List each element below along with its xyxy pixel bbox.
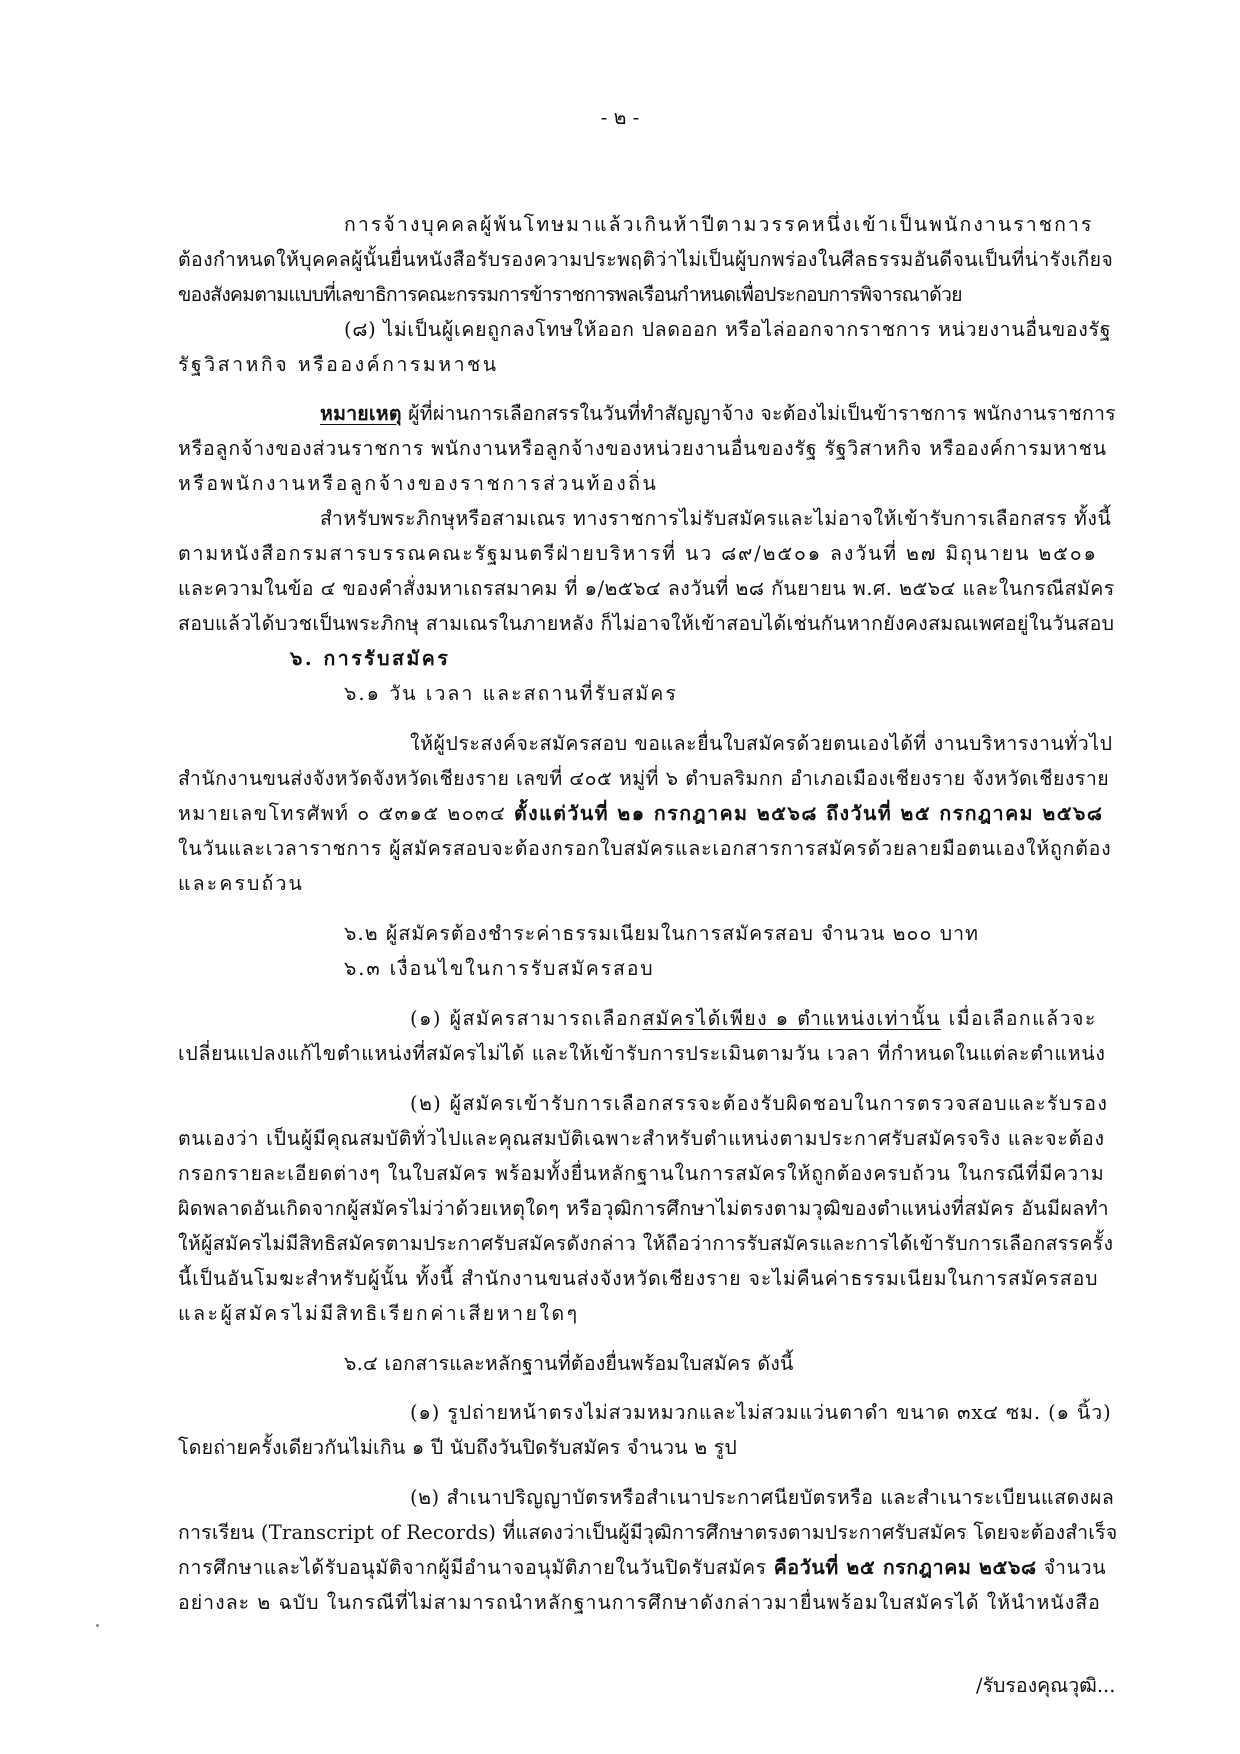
text-segment: หมายเลขโทรศัพท์ ๐ ๕๓๑๕ ๒๐๓๔ [178,802,514,825]
text-segment: ๖.๑ วัน เวลา และสถานที่รับสมัคร [344,682,678,705]
text-line [410,734,1113,754]
text-segment: (๑) ผู้สมัครสามารถเลือก [410,1007,643,1030]
text-segment: รัฐวิสาหกิจ หรือองค์การมหาชน [178,353,499,376]
text-segment: สอบแล้วได้บวชเป็นพระภิกษุ สามเณรในภายหลัง ก็ไม่อาจให้เข้าสอบได้เช่นกันหากยังคงสมณเพศอยู่ในวันสอบ [178,612,1115,635]
text-segment: (๘) ไม่เป็นผู้เคยถูกลงโทษให้ออก ปลดออก หรือไล่ออกจากราชการ หน่วยงานอื่นของรัฐ [344,318,1112,341]
text-segment: ในวันและเวลาราชการ ผู้สมัครสอบจะต้องกรอกใบสมัครและเอกสารการสมัครด้วยลายมือตนเองให้ถูกต้อง [178,837,1112,860]
text-line [178,544,1098,564]
text-segment: ผิดพลาดอันเกิดจากผู้สมัครไม่ว่าด้วยเหตุใดๆ หรือวุฒิการศึกษาไม่ตรงตามวุฒิของตำแหน่งที่สมัคร อันมีผลทำ [178,1197,1109,1220]
text-line [178,250,1113,270]
text-segment: สำนักงานขนส่งจังหวัดจังหวัดเชียงราย เลขที่ ๔๐๕ หมู่ที่ ๖ ตำบลริมกก อำเภอเมืองเชียงราย จังหวัดเชียงราย [178,767,1110,790]
text-segment: นี้เป็นอันโมฆะสำหรับผู้นั้น ทั้งนี้ สำนักงานขนส่งจังหวัดเชียงราย จะไม่คืนค่าธรรมเนียมในการสมัครสอบ [178,1267,1099,1290]
text-segment: การจ้างบุคคลผู้พ้นโทษมาแล้วเกินห้าปีตามวรรคหนึ่งเข้าเป็นพนักงานราชการ [344,213,1094,236]
text-segment: จำนวน [1036,1556,1107,1579]
text-segment: ของสังคมตามแบบที่เลขาธิการคณะกรรมการข้าราชการพลเรือนกำหนดเพื่อประกอบการพิจารณาด้วย [178,283,962,306]
text-line [178,1523,1117,1543]
text-line [178,1234,1113,1254]
text-line [178,1164,1105,1184]
text-segment: เมื่อเลือกแล้วจะ [940,1007,1097,1030]
text-segment: ผู้ที่ผ่านการเลือกสรรในวันที่ทำสัญญาจ้าง จะต้องไม่เป็นข้าราชการ พนักงานราชการ [401,402,1116,425]
text-segment: หมายเหตุ [320,402,402,425]
text-segment: ตั้งแต่วันที่ ๒๑ กรกฎาคม ๒๕๖๘ ถึงวันที่ ๒๕ กรกฎาคม ๒๕๖๘ [513,802,1104,825]
text-segment: ให้ผู้ประสงค์จะสมัครสอบ ขอและยื่นใบสมัครด้วยตนเองได้ที่ งานบริหารงานทั่วไป [410,732,1113,755]
text-line [344,924,979,944]
text-line [178,439,1107,459]
text-segment: หรือลูกจ้างของส่วนราชการ พนักงานหรือลูกจ้างของหน่วยงานอื่นของรัฐ รัฐวิสาหกิจ หรือองค์การมหาชน [178,437,1107,460]
text-segment: (๒) ผู้สมัครเข้ารับการเลือกสรรจะต้องรับผิดชอบในการตรวจสอบและรับรอง [410,1092,1109,1115]
text-line [344,1354,794,1374]
text-segment: คือวันที่ ๒๕ กรกฎาคม ๒๕๖๘ [773,1556,1037,1579]
page-number: - ๒ - [600,106,640,129]
text-segment: เปลี่ยนแปลงแก้ไขตำแหน่งที่สมัครไม่ได้ และให้เข้ารับการประเมินตามวัน เวลา ที่กำหนดในแต่ละตำแหน่ง [178,1042,1106,1065]
text-segment: หรือพนักงานหรือลูกจ้างของราชการส่วนท้องถิ่น [178,472,659,495]
text-segment: การศึกษาและได้รับอนุมัติจากผู้มีอำนาจอนุมัติภายในวันปิดรับสมัคร [178,1556,774,1579]
text-line [178,1129,1105,1149]
text-line [178,1593,1101,1613]
text-segment: การเรียน (Transcript of Records) ที่แสดงว่าเป็นผู้มีวุฒิการศึกษาตรงตามประกาศรับสมัคร โดยจะต้องสำเร็จ [178,1521,1118,1544]
text-line [178,285,962,305]
text-line [344,684,678,704]
text-line [344,959,655,979]
text-segment: ต้องกำหนดให้บุคคลผู้นั้นยื่นหนังสือรับรองความประพฤติว่าไม่เป็นผู้บกพร่องในศีลธรรมอันดีจนเป็นที่น่ารังเกียจ [178,248,1114,271]
text-line [178,804,1103,824]
text-line [178,1438,737,1458]
text-line [320,509,1111,529]
text-line [178,1199,1109,1219]
text-line [178,1304,580,1324]
text-segment: ให้ผู้สมัครไม่มีสิทธิสมัครตามประกาศรับสมัครดังกล่าว ให้ถือว่าการรับสมัครและการได้เข้ารับการเลือกสรรครั้ง [178,1232,1114,1255]
text-line [410,1094,1108,1114]
text-segment: ตามหนังสือกรมสารบรรณคณะรัฐมนตรีฝ่ายบริหารที่ นว ๘๙/๒๕๐๑ ลงวันที่ ๒๗ มิถุนายน ๒๕๐๑ [178,542,1098,565]
text-line [320,404,1116,424]
text-line [178,474,658,494]
text-segment: สำหรับพระภิกษุหรือสามเณร ทางราชการไม่รับสมัครและไม่อาจให้เข้ารับการเลือกสรร ทั้งนี้ [320,507,1112,530]
text-line [178,614,1114,634]
text-segment: กรอกรายละเอียดต่างๆ ในใบสมัคร พร้อมทั้งยื่นหลักฐานในการสมัครให้ถูกต้องครบถ้วน ในกรณีที่มีความ [178,1162,1105,1185]
text-line [178,1558,1106,1578]
text-line [410,1403,1112,1423]
text-segment: ๖.๒ ผู้สมัครต้องชำระค่าธรรมเนียมในการสมัครสอบ จำนวน ๒๐๐ บาท [344,922,980,945]
text-segment: (๒) สำเนาปริญญาบัตรหรือสำเนาประกาศนียบัตรหรือ และสำเนาระเบียนแสดงผล [410,1486,1115,1509]
text-line [178,355,499,375]
text-segment: และความในข้อ ๔ ของคำสั่งมหาเถรสมาคม ที่ ๑/๒๕๖๔ ลงวันที่ ๒๘ กันยายน พ.ศ. ๒๕๖๔ และในกรณีสมัคร [178,577,1115,600]
text-segment: (๑) รูปถ่ายหน้าตรงไม่สวมหมวกและไม่สวมแว่นตาดำ ขนาด ๓x๔ ซม. (๑ นิ้ว) [410,1401,1112,1424]
text-line [410,1488,1114,1508]
text-segment: และครบถ้วน [178,872,304,895]
text-line [178,1269,1098,1289]
text-line [290,649,450,669]
text-line [178,839,1112,859]
text-line [178,874,304,894]
text-segment: ๖. การรับสมัคร [290,647,451,670]
text-line [344,215,1093,235]
text-segment: ๖.๓ เงื่อนไขในการรับสมัครสอบ [344,957,655,980]
text-segment: และผู้สมัครไม่มีสิทธิเรียกค่าเสียหายใดๆ [178,1302,580,1325]
text-segment: สมัครได้เพียง ๑ ตำแหน่งเท่านั้น [642,1007,941,1030]
text-line [344,320,1111,340]
text-segment: ตนเองว่า เป็นผู้มีคุณสมบัติทั่วไปและคุณสมบัติเฉพาะสำหรับตำแหน่งตามประกาศรับสมัครจริง และจะต้อง [178,1127,1105,1150]
text-segment: โดยถ่ายครั้งเดียวกันไม่เกิน ๑ ปี นับถึงวันปิดรับสมัคร จำนวน ๒ รูป [178,1436,737,1459]
text-segment: ๖.๔ เอกสารและหลักฐานที่ต้องยื่นพร้อมใบสมัคร ดังนี้ [344,1352,794,1375]
continuation-note: /รับรองคุณวุฒิ... [976,1674,1116,1697]
text-line [178,579,1115,599]
text-line [178,1044,1106,1064]
text-line [410,1009,1097,1029]
text-line [178,769,1109,789]
text-segment: อย่างละ ๒ ฉบับ ในกรณีที่ไม่สามารถนำหลักฐานการศึกษาดังกล่าวมายื่นพร้อมใบสมัครได้ ให้นำหนังสือ [178,1591,1101,1614]
scan-speck [96,1624,99,1627]
